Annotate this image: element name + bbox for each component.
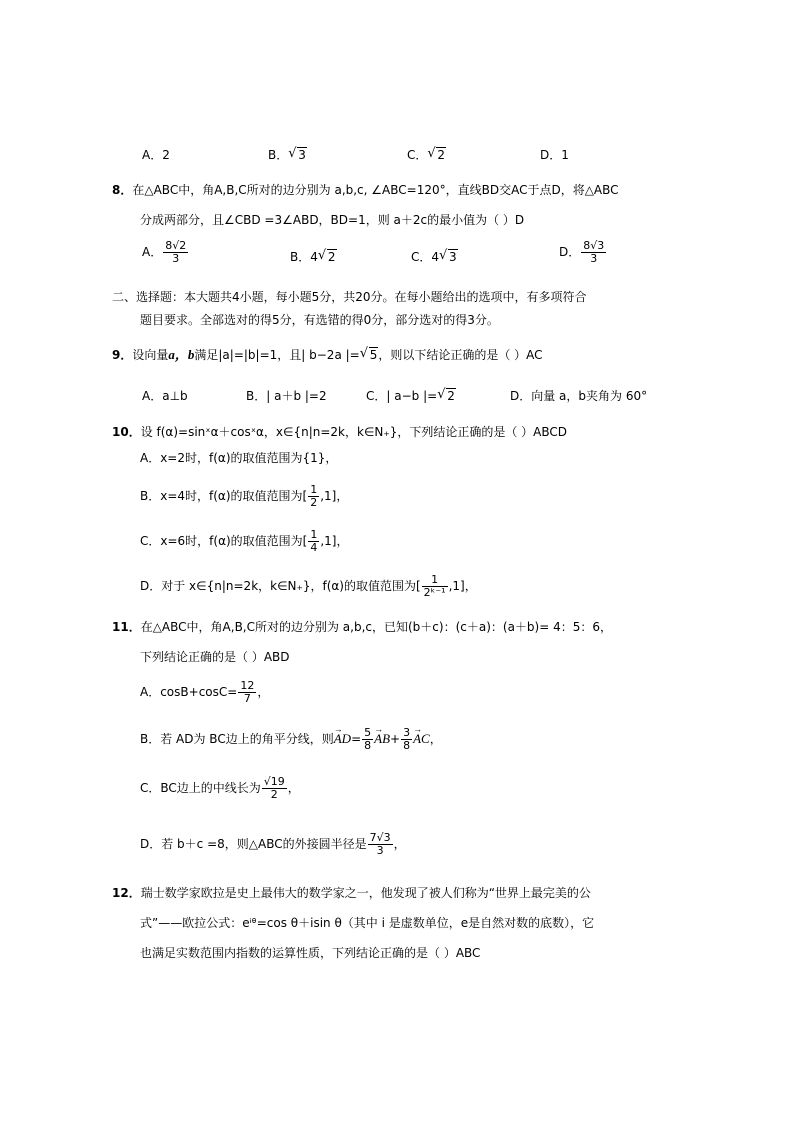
q9-text-a: 设向量: [132, 348, 169, 362]
q10-option-b-tail: ,1]，: [320, 489, 349, 503]
q8-option-a: [142, 240, 189, 265]
fraction: [401, 727, 412, 752]
q8-option-b-label: B．4: [290, 250, 318, 264]
q9-option-c: [366, 387, 456, 405]
fraction-denominator: 8: [403, 739, 411, 752]
q11-option-d-text: D．若 b＋c =8，则△ABC的外接圆半径是: [140, 837, 367, 851]
q9-stem: [112, 346, 543, 364]
q11-stem-line1: [112, 618, 612, 636]
q7-option-a: A．2: [142, 148, 170, 162]
q9-vectors: a，b: [168, 347, 195, 362]
q8-option-c-label: C．4: [411, 250, 440, 264]
sqrt-icon: [439, 248, 458, 266]
q8-option-a-label: A．: [142, 245, 163, 259]
q9-option-c-label: C．| a−b |=: [366, 389, 438, 403]
q11-option-b-text: B．若 AD为 BC边上的角平分线，则: [140, 732, 334, 746]
sqrt-icon: [437, 387, 456, 405]
sqrt-icon: [288, 146, 307, 164]
fraction: [581, 240, 606, 265]
q8-option-b: [290, 248, 337, 266]
fraction-denominator: 2ᵏ⁻¹: [423, 586, 446, 599]
q12-stem-line2: 式”——欧拉公式：eⁱᶿ=cos θ＋isin θ（其中 i 是虚数单位，e是自然对数的底数），它: [140, 916, 595, 930]
q7-option-b-radicand: 3: [298, 148, 306, 162]
sqrt-icon: [360, 346, 379, 364]
section2-heading-line2: 题目要求。全部选对的得5分，有选错的得0分，部分选对的得3分。: [140, 313, 499, 327]
q11-text-1: 在△ABC中，角A,B,C所对的边分别为 a,b,c，已知(b＋c)：(c＋a)：(a＋b)= 4：5：6，: [140, 620, 613, 634]
q12-stem-line3: 也满足实数范围内指数的运算性质，下列结论正确的是（ ）ABC: [140, 946, 481, 960]
q8-option-c: [411, 248, 458, 266]
q12-stem-line1: [112, 884, 591, 902]
fraction-denominator: 3: [376, 844, 384, 857]
fraction: [308, 484, 319, 509]
q8-option-d: [559, 240, 607, 265]
fraction-numerator: 1: [310, 528, 318, 541]
q9-option-a: A．a⊥b: [142, 389, 188, 403]
fraction-denominator: 2: [310, 496, 318, 509]
q9-option-d: D．向量 a，b夹角为 60°: [510, 389, 648, 403]
q10-text: 设 f(α)=sinˣα＋cosˣα，x∈{n|n=2k，k∈N₊}，下列结论正确的是（ ）ABCD: [140, 425, 568, 439]
fraction-numerator: 8√3: [583, 239, 605, 252]
vector-ac: → AC: [413, 730, 430, 748]
fraction-denominator: 2: [270, 788, 278, 801]
q10-option-b: [140, 484, 348, 509]
fraction-denominator: 8: [364, 739, 372, 752]
q10-option-b-text: B．x=4时，f(α)的取值范围为[: [140, 489, 308, 503]
q11-option-a-tail: ，: [257, 685, 270, 699]
q8-stem-line1: [112, 181, 619, 199]
fraction: [308, 529, 319, 554]
q11-option-a-text: A．cosB+cosC=: [140, 685, 238, 699]
sqrt-icon: [318, 248, 337, 266]
fraction-denominator: 3: [172, 252, 180, 265]
fraction: [422, 574, 448, 599]
q7-option-b-label: B．: [268, 148, 289, 162]
q11-number: 11．: [112, 620, 141, 634]
fraction-numerator: 7√3: [369, 831, 391, 844]
q11-option-b: [140, 727, 442, 752]
fraction-numerator: √19: [263, 775, 285, 788]
vector-ad: → AD: [334, 730, 351, 748]
q9-number: 9．: [112, 348, 133, 362]
fraction-numerator: 5: [364, 726, 372, 739]
fraction-numerator: 3: [403, 726, 411, 739]
q9-option-b: B．| a＋b |=2: [246, 389, 327, 403]
q8-text-1: 在△ABC中，角A,B,C所对的边分别为 a,b,c, ∠ABC=120°，直线BD交AC于点D，将△ABC: [132, 183, 619, 197]
q11-option-b-tail: ，: [429, 732, 442, 746]
q10-option-d: [140, 574, 477, 599]
q10-option-a: A．x=2时，f(α)的取值范围为{1}，: [140, 451, 338, 465]
q8-option-d-label: D．: [559, 245, 581, 259]
q7-option-d: D．1: [540, 148, 569, 162]
fraction-numerator: 8√2: [165, 239, 187, 252]
q7-option-c: [407, 146, 446, 164]
q10-option-d-text: D．对于 x∈{n|n=2k，k∈N₊}，f(α)的取值范围为[: [140, 579, 421, 593]
fraction: [262, 776, 287, 801]
fraction-numerator: 12: [240, 679, 255, 692]
q11-option-c: [140, 776, 300, 801]
q10-option-c-tail: ,1]，: [320, 534, 349, 548]
section2-heading-line1: 二、选择题：本大题共4小题，每小题5分，共20分。在每小题给出的选项中，有多项符合: [112, 290, 587, 304]
q10-number: 10．: [112, 425, 141, 439]
q10-option-c-text: C．x=6时，f(α)的取值范围为[: [140, 534, 308, 548]
sqrt-icon: [427, 146, 446, 164]
q11-stem-line2: 下列结论正确的是（ ）ABD: [140, 650, 290, 664]
q10-stem: [112, 423, 567, 441]
q8-number: 8．: [112, 183, 133, 197]
q7-option-b: [268, 146, 307, 164]
q9-text-d: ，则以下结论正确的是（ ）AC: [378, 348, 543, 362]
q12-number: 12．: [112, 886, 141, 900]
fraction-numerator: 1: [310, 483, 318, 496]
fraction: [362, 727, 373, 752]
fraction: [238, 680, 256, 705]
fraction: [163, 240, 188, 265]
fraction: [368, 832, 393, 857]
q7-option-c-radicand: 2: [437, 148, 446, 162]
equals-sign: =: [351, 732, 362, 746]
q10-option-d-tail: ,1]，: [448, 579, 477, 593]
plus-sign: +: [390, 732, 401, 746]
q11-option-c-tail: ，: [287, 781, 300, 795]
q8-option-b-radicand: 2: [327, 250, 336, 264]
q8-option-c-radicand: 3: [449, 250, 457, 264]
fraction-denominator: 4: [310, 541, 318, 554]
q7-option-c-label: C．: [407, 148, 428, 162]
fraction-denominator: 3: [590, 252, 598, 265]
q8-stem-line2: 分成两部分，且∠CBD =3∠ABD，BD=1，则 a＋2c的最小值为（ ）D: [140, 213, 525, 227]
fraction-denominator: 7: [243, 692, 251, 705]
q12-text-1: 瑞士数学家欧拉是史上最伟大的数学家之一，他发现了被人们称为“世界上最完美的公: [140, 886, 591, 900]
q9-text-c: 满足|a|=|b|=1，且| b−2a |=: [194, 348, 360, 362]
q11-option-c-text: C．BC边上的中线长为: [140, 781, 261, 795]
q11-option-a: [140, 680, 269, 705]
q9-radicand: 5: [369, 348, 378, 362]
vector-ab: → AB: [374, 730, 390, 748]
q10-option-c: [140, 529, 349, 554]
q11-option-d: [140, 832, 406, 857]
q11-option-d-tail: ，: [393, 837, 406, 851]
q9-option-c-radicand: 2: [447, 389, 455, 403]
fraction-numerator: 1: [422, 574, 448, 587]
